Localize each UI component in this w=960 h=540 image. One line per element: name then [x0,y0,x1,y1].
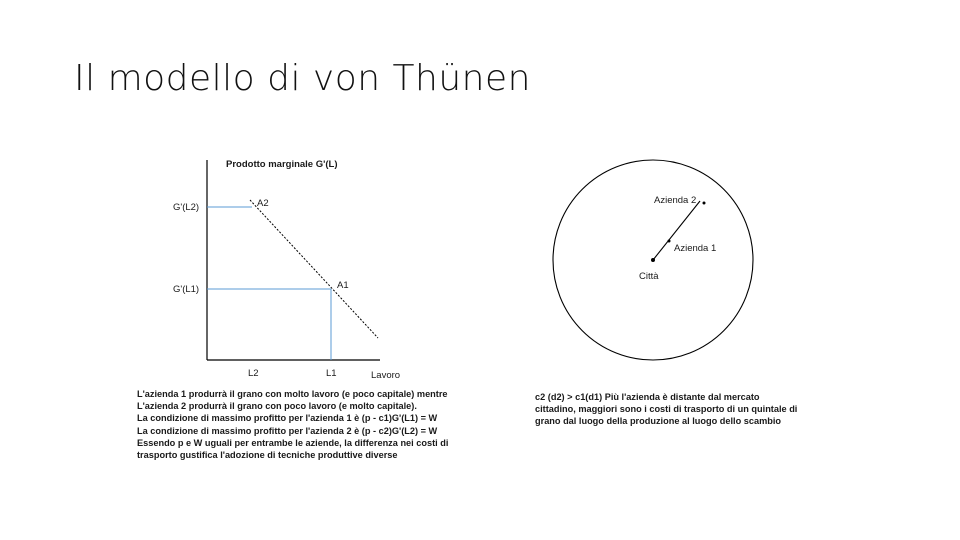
left-caption-line: L'azienda 1 produrrà il grano con molto lavoro (e poco capitale) mentre [137,389,448,399]
right-caption-line: c2 (d2) > c1(d1) Più l'azienda è distante dal mercato [535,392,760,402]
left-caption [137,388,448,461]
marginal-product-curve [250,200,378,338]
left-caption-line: trasporto gustifica l'adozione di tecniche produttive diverse [137,450,398,461]
point-a2-label: A2 [257,198,269,209]
right-caption-line: grano dal luogo della produzione al luogo dello scambio [535,416,782,427]
tick-l2-label: L2 [248,368,259,379]
g-l1-label: G'(L1) [173,284,200,295]
city-distance-diagram [553,160,753,360]
right-caption-line: cittadino, maggiori sono i costi di trasporto di un quintale di [535,404,798,415]
right-caption [535,391,797,428]
left-caption-line: Essendo p e W uguali per entrambe le aziende, la differenza nei costi di [137,437,449,448]
azienda1-point [668,240,671,243]
city-label: Città [639,271,659,282]
marginal-product-diagram [173,159,400,381]
azienda1-label: Azienda 1 [674,243,717,254]
tick-l1-label: L1 [326,368,337,379]
g-l2-label: G'(L2) [173,202,200,213]
azienda2-label: Azienda 2 [654,195,697,206]
x-axis-label: Lavoro [371,370,401,381]
y-axis-label: Prodotto marginale G'(L) [226,159,338,170]
left-caption-line: L'azienda 2 produrrà il grano con poco lavoro (e molto capitale). [137,401,417,412]
slide-title: Il modello di von Thünen [74,58,531,99]
point-a1-label: A1 [337,280,349,291]
left-caption-line: La condizione di massimo profitto per l'azienda 2 è (p - c2)G'(L2) = W [137,425,438,436]
left-caption-line: La condizione di massimo profitto per l'azienda 1 è (p - c1)G'(L1) = W [137,413,438,424]
city-point [651,258,655,262]
azienda2-point [703,202,706,205]
